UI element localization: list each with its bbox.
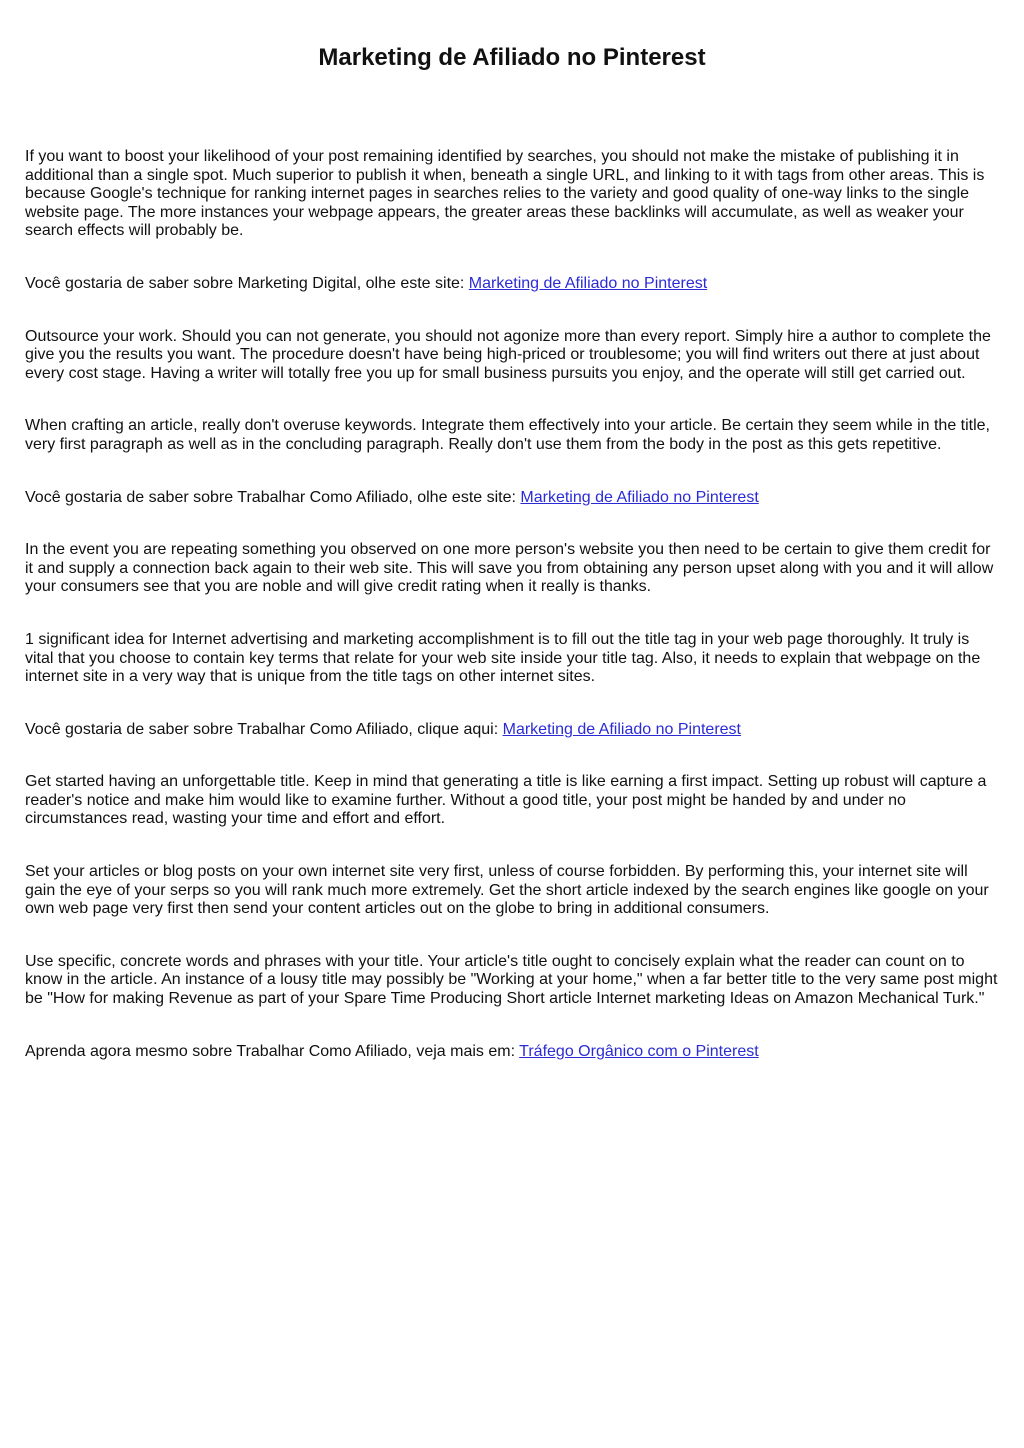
paragraph xyxy=(25,1043,1000,1062)
paragraph xyxy=(25,863,1000,919)
paragraph-text: Você gostaria de saber sobre Marketing Digital, olhe este site: xyxy=(25,274,469,292)
paragraph-text: Você gostaria de saber sobre Trabalhar Como Afiliado, olhe este site: xyxy=(25,488,521,506)
paragraph xyxy=(25,953,1000,1009)
paragraph-text: Outsource your work. Should you can not generate, you should not agonize more than every report. Simply hire a author to complete the give you the results you want. The procedure doesn't have being high-priced or troublesome; you will find writers out there at just about every cost stage. Having a writer will totally free you up for small business pursuits you enjoy, and the operate will still get carried out. xyxy=(25,327,991,382)
paragraph-text: Set your articles or blog posts on your own internet site very first, unless of course forbidden. By performing this, your internet site will gain the eye of your serps so you will rank much more extremely. Get the short article indexed by the search engines like google on your own web page very first then send your content articles out on the globe to bring in additional consumers. xyxy=(25,863,989,918)
paragraph-text: In the event you are repeating something you observed on one more person's website you then need to be certain to give them credit for it and supply a connection back again to their web site. This will save you from obtaining any person upset along with you and it will allow your consumers see that you are noble and will give credit rating when it really is thanks. xyxy=(25,541,994,596)
article-link[interactable]: Marketing de Afiliado no Pinterest xyxy=(468,274,708,292)
paragraph xyxy=(25,541,1000,597)
article-link[interactable]: Tráfego Orgânico com o Pinterest xyxy=(519,1042,759,1060)
paragraph xyxy=(25,721,1000,740)
article-link[interactable]: Marketing de Afiliado no Pinterest xyxy=(520,488,759,506)
paragraph-text: 1 significant idea for Internet advertising and marketing accomplishment is to fill out the title tag in your web page thoroughly. It truly is vital that you choose to contain key terms that relate for your web site inside your title tag. Also, it needs to explain that webpage on the internet site in a very way that is unique from the title tags on other internet sites. xyxy=(25,630,981,686)
paragraph xyxy=(25,148,1000,241)
paragraph xyxy=(25,417,1000,454)
paragraph-text: When crafting an article, really don't overuse keywords. Integrate them effectively into your article. Be certain they seem while in the title, very first paragraph as well as in the concluding paragraph. Really don't use them from the body in the post as this gets repetitive. xyxy=(25,417,990,453)
paragraph xyxy=(25,275,1000,294)
paragraph-text: If you want to boost your likelihood of your post remaining identified by searches, you should not make the mistake of publishing it in additional than a single spot. Much superior to publish it when, beneath a single URL, and linking to it with tags from other areas. This is because Google's technique for ranking internet pages in searches relies to the variety and good quality of one-way links to the single website page. The more instances your webpage appears, the greater areas these backlinks will accumulate, as well as weaker your search effects will probably be. xyxy=(25,148,985,240)
article-link[interactable]: Marketing de Afiliado no Pinterest xyxy=(502,720,741,738)
paragraph xyxy=(25,631,1000,687)
article-body xyxy=(25,148,1000,1095)
paragraph-text: Get started having an unforgettable title. Keep in mind that generating a title is like earning a first impact. Setting up robust will capture a reader's notice and make him would like to examine further. Without a good title, your post might be handed by and under no circumstances read, wasting your time and effort and effort. xyxy=(25,773,987,828)
paragraph xyxy=(25,489,1000,508)
paragraph-text: Use specific, concrete words and phrases with your title. Your article's title ought to concisely explain what the reader can count on to know in the article. An instance of a lousy title may possibly be "Working at your home," when a far better title to the very same post might be "How for making Revenue as part of your Spare Time Producing Short article Internet marketing Ideas on Amazon Mechanical Turk." xyxy=(25,952,998,1008)
page-title: Marketing de Afiliado no Pinterest xyxy=(318,44,706,71)
paragraph-text: Você gostaria de saber sobre Trabalhar Como Afiliado, clique aqui: xyxy=(25,720,503,738)
paragraph-text: Aprenda agora mesmo sobre Trabalhar Como Afiliado, veja mais em: xyxy=(25,1042,520,1060)
paragraph xyxy=(25,773,1000,829)
paragraph xyxy=(25,328,1000,384)
